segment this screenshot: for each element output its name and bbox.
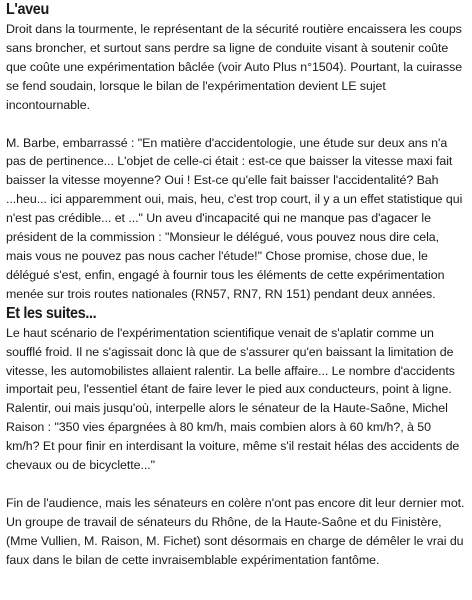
- paragraph-spacer: [6, 115, 466, 134]
- paragraph-aveu-barbe: M. Barbe, embarrassé : "En matière d'accidentologie, une étude sur deux ans n'a pas de pertinence... L'objet de celle-ci était : est-ce que baisser la vitesse maxi fait baisser la vitesse moyenne? Oui ! Est-ce qu'elle fait baisser l'accidentalité? Bah ...heu... ici apparemment oui, mais, heu, c'est trop court, il y a un effet statistique qui n'est pas crédible... et ..." Un aveu d'incapacité qui ne manque pas d'agacer le président de la commission : "Monsieur le délégué, vous pouvez nous dire cela, mais vous ne pouvez pas nous cacher l'étude!" Chose promise, chose due, le délégué s'est, enfin, engagé à fournir tous les éléments de cette expérimentation menée sur trois routes nationales (RN57, RN7, RN 151) pendant deux années.: [6, 135, 463, 301]
- section-heading-suites: Et les suites...: [6, 304, 97, 322]
- paragraph-suites-scenario: Le haut scénario de l'expérimentation scientifique venait de s'aplatir comme un soufflé froid. Il ne s'agissait donc là que de s'assurer qu'en baissant la limitation de vitesse, les automobilistes allaient ralentir. La belle affaire... Le nombre d'accidents importait peu, l'essentiel étant de faire lever le pied aux conducteurs, point à ligne. Ralentir, oui mais jusqu'où, interpelle alors le sénateur de la Haute-Saône, Michel Raison : "350 vies épargnées à 80 km/h, mais combien alors à 60 km/h?, à 50 km/h? Et pour finir en interdisant la voiture, même s'il restait hélas des accidents de chevaux ou de bicyclette...": [6, 325, 460, 473]
- paragraph-spacer: [6, 475, 466, 494]
- paragraph-suites-fin: Fin de l'audience, mais les sénateurs en colère n'ont pas encore dit leur dernier mot. Un groupe de travail de sénateurs du Rhône, de la Haute-Saône et du Finistère, (Mme Vullien, M. Raison, M. Fichet) sont désormais en charge de démêler le vrai du faux dans le bilan de cette invraisemblable expérimentation fantôme.: [6, 495, 465, 567]
- paragraph-aveu-intro: Droit dans la tourmente, le représentant de la sécurité routière encaissera les coups sans broncher, et surtout sans perdre sa ligne de conduite visant à soutenir coûte que coûte une expérimentation bâclée (voir Auto Plus n°1504). Pourtant, la cuirasse se fend soudain, lorsque le bilan de l'expérimentation devient LE sujet incontournable.: [6, 22, 463, 112]
- section-heading-aveu: L'aveu: [6, 1, 49, 18]
